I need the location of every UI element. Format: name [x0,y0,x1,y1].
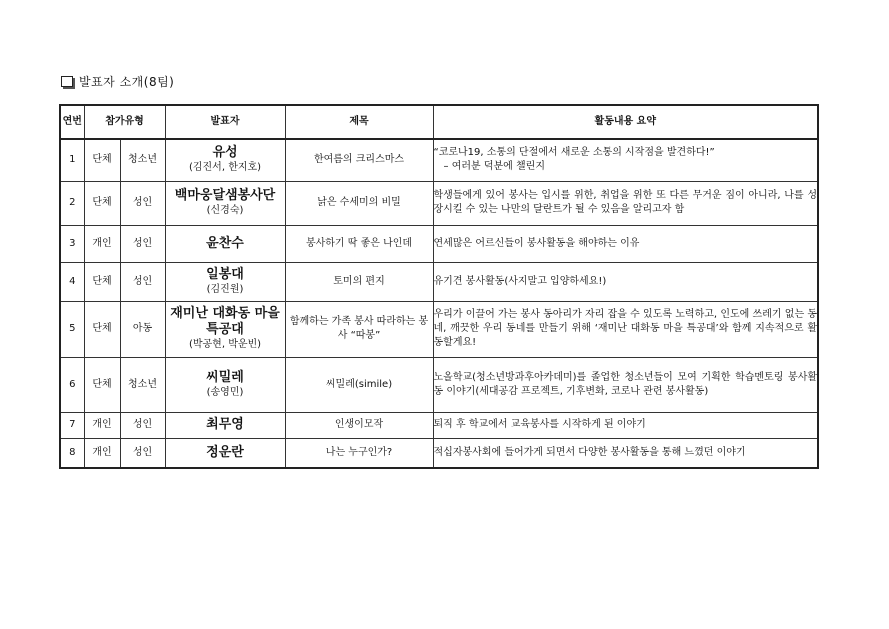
heading-text: 발표자 소개(8팀) [79,75,175,89]
presenter-name: 최무영 [206,417,244,432]
cell-type: 단체 [84,181,120,225]
cell-age-group: 청소년 [120,139,165,181]
presenter-name: 백마웅달샘봉사단 [174,188,276,203]
cell-no: 1 [60,139,84,181]
presenter-name: 재미난 대화동 마을 특공대 [170,306,280,337]
cell-title: 인생이모작 [285,412,433,438]
summary-line: 퇴직 후 학교에서 교육봉사를 시작하게 된 이야기 [433,419,646,430]
cell-title: 낡은 수세미의 비밀 [285,181,433,225]
header-presenter: 발표자 [165,105,285,139]
summary-line: 유기견 봉사활동(사지말고 입양하세요!) [433,275,607,287]
cell-presenter [165,181,285,225]
cell-title: 나는 누구인가? [285,438,433,468]
section-heading [61,73,174,90]
presenter-name: 씨밀레 [206,369,244,385]
presenter-name: 윤찬수 [206,235,244,251]
summary-line: 학생들에게 있어 봉사는 입시를 위한, 취업을 위한 또 다른 무거운 짐이 아니라, 나를 성장시킬 수 있는 나만의 달란트가 될 수 있음을 알리고자 함 [433,190,818,215]
table-row [60,181,818,225]
cell-presenter [165,412,285,438]
presenter-members: (신경숙) [206,205,244,216]
table-row [60,357,818,412]
presenters-table [59,104,819,469]
cell-no: 4 [60,262,84,301]
summary-line: “코로나19, 소통의 단절에서 새로운 소통의 시작점을 발견하다!” [433,147,715,159]
presenter-members: (김진원) [206,283,244,295]
summary-line: 노올학교(청소년방과후아카데미)를 졸업한 청소년들이 모여 기획한 학습멘토링 봉사활동 이야기(세대공감 프로젝트, 기후변화, 코로나 관련 봉사활동) [433,371,818,397]
cell-type: 단체 [84,139,120,181]
table-row [60,438,818,468]
cell-age-group: 성인 [120,225,165,262]
presenter-members: (박공현, 박운빈) [188,339,262,350]
cell-title: 토미의 편지 [285,262,433,301]
cell-type: 개인 [84,412,120,438]
table-header-row [60,105,818,139]
cell-no: 8 [60,438,84,468]
cell-age-group: 아동 [120,301,165,357]
header-no: 연번 [60,105,84,139]
cell-summary [433,438,818,468]
cell-summary [433,301,818,357]
table-row [60,301,818,357]
cell-summary [433,225,818,262]
cell-age-group: 성인 [120,412,165,438]
cell-presenter [165,225,285,262]
cell-presenter [165,357,285,412]
cell-type: 단체 [84,301,120,357]
cell-presenter [165,139,285,181]
cell-presenter [165,262,285,301]
cell-summary [433,262,818,301]
summary-line: 우리가 이끌어 가는 봉사 동아리가 자리 잡을 수 있도록 노력하고, 인도에 쓰레기 없는 동네, 깨끗한 우리 동네를 만들기 위해 ‘재미난 대화동 마을 특공대’와 함께 지속적으로 활동할게요! [433,309,818,348]
presenter-members: (김진서, 한지호) [188,162,262,174]
cell-title: 봉사하기 딱 좋은 나인데 [285,225,433,262]
cell-age-group: 성인 [120,262,165,301]
cell-title: 함께하는 가족 봉사 따라하는 봉사 “따봉” [285,301,433,357]
summary-line: 적십자봉사회에 들어가게 되면서 다양한 봉사활동을 통해 느꼈던 이야기 [433,446,746,458]
checkbox-square-icon [61,76,73,87]
header-type: 참가유형 [84,105,165,139]
cell-type: 단체 [84,262,120,301]
cell-age-group: 청소년 [120,357,165,412]
presenter-name: 정운란 [206,444,244,460]
presenter-name: 일봉대 [206,266,244,282]
cell-title: 씨밀레(simile) [285,357,433,412]
header-title: 제목 [285,105,433,139]
table-row [60,412,818,438]
cell-age-group: 성인 [120,438,165,468]
cell-summary [433,412,818,438]
cell-no: 7 [60,412,84,438]
cell-no: 3 [60,225,84,262]
cell-presenter [165,301,285,357]
cell-summary [433,139,818,181]
cell-type: 개인 [84,438,120,468]
cell-no: 6 [60,357,84,412]
table-row [60,225,818,262]
cell-type: 개인 [84,225,120,262]
table-row [60,139,818,181]
cell-type: 단체 [84,357,120,412]
cell-summary [433,181,818,225]
cell-age-group: 성인 [120,181,165,225]
cell-no: 5 [60,301,84,357]
presenter-members: (송영민) [206,386,244,398]
cell-title: 한여름의 크리스마스 [285,139,433,181]
cell-no: 2 [60,181,84,225]
summary-line: 연세많은 어르신들이 봉사활동을 해야하는 이유 [433,237,640,249]
cell-presenter [165,438,285,468]
table-row [60,262,818,301]
header-summary: 활동내용 요약 [433,105,818,139]
cell-summary [433,357,818,412]
summary-line: – 여러분 덕분에 챌린지 [443,161,545,173]
presenter-name: 유성 [212,145,238,161]
